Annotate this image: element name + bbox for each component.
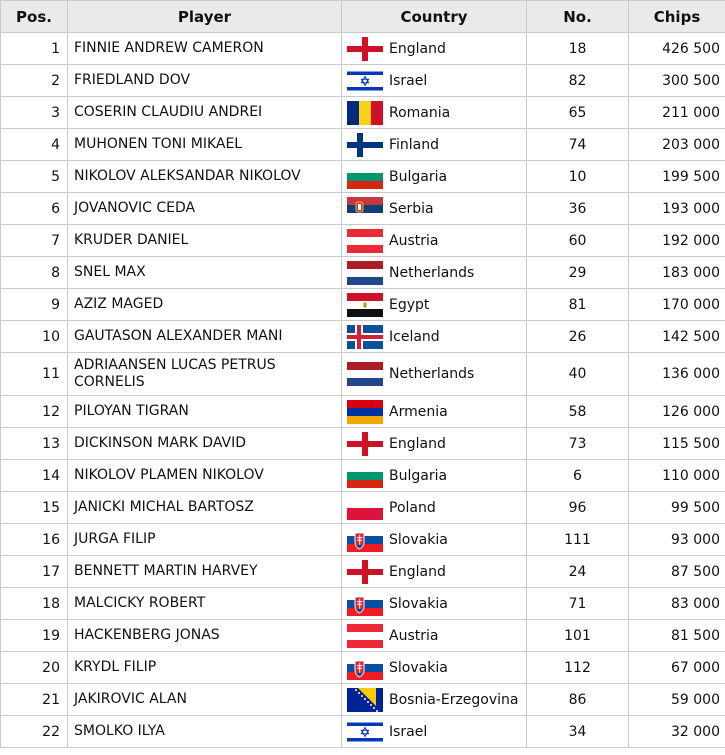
country-cell <box>342 684 527 716</box>
chips-cell: 110 000 <box>629 460 725 492</box>
pos-cell: 17 <box>1 556 68 588</box>
pos-cell: 18 <box>1 588 68 620</box>
pos-cell: 7 <box>1 225 68 257</box>
pos-cell: 3 <box>1 97 68 129</box>
table-row[interactable] <box>1 428 725 460</box>
pos-cell: 13 <box>1 428 68 460</box>
chips-cell: 193 000 <box>629 193 725 225</box>
israel-flag-icon <box>347 720 383 744</box>
header-pos[interactable]: Pos. <box>1 1 68 33</box>
table-row[interactable] <box>1 97 725 129</box>
netherlands-flag-icon <box>347 362 383 386</box>
austria-flag-icon <box>347 229 383 253</box>
seat-number-cell: 82 <box>527 65 629 97</box>
country-name: Bulgaria <box>389 467 448 484</box>
pos-cell: 21 <box>1 684 68 716</box>
country-cell <box>342 289 527 321</box>
table-row[interactable] <box>1 321 725 353</box>
pos-cell: 20 <box>1 652 68 684</box>
country-cell <box>342 353 527 396</box>
player-cell: SNEL MAX <box>68 257 342 289</box>
country-name: Egypt <box>389 296 430 313</box>
header-player[interactable]: Player <box>68 1 342 33</box>
table-row[interactable] <box>1 353 725 396</box>
seat-number-cell: 34 <box>527 716 629 748</box>
seat-number-cell: 101 <box>527 620 629 652</box>
pos-cell: 15 <box>1 492 68 524</box>
chips-cell: 83 000 <box>629 588 725 620</box>
table-row[interactable] <box>1 193 725 225</box>
player-cell: AZIZ MAGED <box>68 289 342 321</box>
pos-cell: 19 <box>1 620 68 652</box>
chips-cell: 170 000 <box>629 289 725 321</box>
player-cell: JURGA FILIP <box>68 524 342 556</box>
player-cell: JAKIROVIC ALAN <box>68 684 342 716</box>
country-name: Netherlands <box>389 264 475 281</box>
country-name: Israel <box>389 72 428 89</box>
country-name: Netherlands <box>389 366 475 382</box>
seat-number-cell: 73 <box>527 428 629 460</box>
table-row[interactable] <box>1 460 725 492</box>
seat-number-cell: 36 <box>527 193 629 225</box>
country-cell <box>342 652 527 684</box>
player-cell: PILOYAN TIGRAN <box>68 396 342 428</box>
chips-cell: 203 000 <box>629 129 725 161</box>
country-cell <box>342 556 527 588</box>
egypt-flag-icon <box>347 293 383 317</box>
header-country[interactable]: Country <box>342 1 527 33</box>
player-cell: MALCICKY ROBERT <box>68 588 342 620</box>
player-cell: FRIEDLAND DOV <box>68 65 342 97</box>
country-cell <box>342 396 527 428</box>
chips-cell: 192 000 <box>629 225 725 257</box>
table-row[interactable] <box>1 492 725 524</box>
table-row[interactable] <box>1 33 725 65</box>
country-name: Iceland <box>389 328 440 345</box>
seat-number-cell: 86 <box>527 684 629 716</box>
seat-number-cell: 24 <box>527 556 629 588</box>
chips-cell: 59 000 <box>629 684 725 716</box>
pos-cell: 1 <box>1 33 68 65</box>
country-cell <box>342 33 527 65</box>
chips-cell: 183 000 <box>629 257 725 289</box>
chips-cell: 32 000 <box>629 716 725 748</box>
chips-cell: 81 500 <box>629 620 725 652</box>
table-row[interactable] <box>1 129 725 161</box>
seat-number-cell: 10 <box>527 161 629 193</box>
country-cell <box>342 716 527 748</box>
country-name: Austria <box>389 627 439 644</box>
country-cell <box>342 428 527 460</box>
country-name: Slovakia <box>389 659 448 676</box>
seat-number-cell: 65 <box>527 97 629 129</box>
country-cell <box>342 492 527 524</box>
pos-cell: 4 <box>1 129 68 161</box>
seat-number-cell: 74 <box>527 129 629 161</box>
serbia-flag-icon <box>347 197 383 221</box>
table-row[interactable] <box>1 257 725 289</box>
romania-flag-icon <box>347 101 383 125</box>
country-name: Finland <box>389 136 440 153</box>
player-cell: KRYDL FILIP <box>68 652 342 684</box>
chips-cell: 211 000 <box>629 97 725 129</box>
country-cell <box>342 588 527 620</box>
player-cell: SMOLKO ILYA <box>68 716 342 748</box>
country-name: England <box>389 563 446 580</box>
player-cell: BENNETT MARTIN HARVEY <box>68 556 342 588</box>
slovakia-flag-icon <box>347 592 383 616</box>
table-row[interactable] <box>1 161 725 193</box>
player-cell: KRUDER DANIEL <box>68 225 342 257</box>
table-row[interactable] <box>1 225 725 257</box>
seat-number-cell: 40 <box>527 353 629 396</box>
bulgaria-flag-icon <box>347 464 383 488</box>
chips-cell: 87 500 <box>629 556 725 588</box>
chips-cell: 99 500 <box>629 492 725 524</box>
finland-flag-icon <box>347 133 383 157</box>
player-cell: JANICKI MICHAL BARTOSZ <box>68 492 342 524</box>
seat-number-cell: 26 <box>527 321 629 353</box>
seat-number-cell: 71 <box>527 588 629 620</box>
austria-flag-icon <box>347 624 383 648</box>
table-row[interactable] <box>1 620 725 652</box>
country-name: Armenia <box>389 403 448 420</box>
seat-number-cell: 96 <box>527 492 629 524</box>
pos-cell: 8 <box>1 257 68 289</box>
table-row[interactable] <box>1 524 725 556</box>
netherlands-flag-icon <box>347 261 383 285</box>
pos-cell: 5 <box>1 161 68 193</box>
player-cell: HACKENBERG JONAS <box>68 620 342 652</box>
pos-cell: 6 <box>1 193 68 225</box>
seat-number-cell: 6 <box>527 460 629 492</box>
table-row[interactable] <box>1 556 725 588</box>
pos-cell: 9 <box>1 289 68 321</box>
pos-cell: 14 <box>1 460 68 492</box>
chips-cell: 115 500 <box>629 428 725 460</box>
seat-number-cell: 112 <box>527 652 629 684</box>
table-row[interactable] <box>1 652 725 684</box>
england-flag-icon <box>347 560 383 584</box>
table-row[interactable] <box>1 588 725 620</box>
player-cell: NIKOLOV PLAMEN NIKOLOV <box>68 460 342 492</box>
seat-number-cell: 111 <box>527 524 629 556</box>
chips-cell: 93 000 <box>629 524 725 556</box>
player-cell: MUHONEN TONI MIKAEL <box>68 129 342 161</box>
country-cell <box>342 65 527 97</box>
chips-cell: 300 500 <box>629 65 725 97</box>
country-cell <box>342 97 527 129</box>
table-row[interactable] <box>1 716 725 748</box>
england-flag-icon <box>347 432 383 456</box>
pos-cell: 16 <box>1 524 68 556</box>
iceland-flag-icon <box>347 325 383 349</box>
chips-cell: 136 000 <box>629 353 725 396</box>
bulgaria-flag-icon <box>347 165 383 189</box>
pos-cell: 11 <box>1 353 68 396</box>
seat-number-cell: 18 <box>527 33 629 65</box>
seat-number-cell: 60 <box>527 225 629 257</box>
country-name: Slovakia <box>389 531 448 548</box>
country-cell <box>342 257 527 289</box>
seat-number-cell: 29 <box>527 257 629 289</box>
poland-flag-icon <box>347 496 383 520</box>
player-cell: ADRIAANSEN LUCAS PETRUS CORNELIS <box>68 353 342 396</box>
country-name: Serbia <box>389 200 434 217</box>
chips-cell: 126 000 <box>629 396 725 428</box>
player-cell: NIKOLOV ALEKSANDAR NIKOLOV <box>68 161 342 193</box>
header-no[interactable]: No. <box>527 1 629 33</box>
slovakia-flag-icon <box>347 656 383 680</box>
seat-number-cell: 58 <box>527 396 629 428</box>
country-name: Slovakia <box>389 595 448 612</box>
player-cell: GAUTASON ALEXANDER MANI <box>68 321 342 353</box>
seat-number-cell: 81 <box>527 289 629 321</box>
country-name: Bulgaria <box>389 168 448 185</box>
table-row[interactable] <box>1 65 725 97</box>
player-cell: DICKINSON MARK DAVID <box>68 428 342 460</box>
player-cell: JOVANOVIC CEDA <box>68 193 342 225</box>
pos-cell: 12 <box>1 396 68 428</box>
player-cell: FINNIE ANDREW CAMERON <box>68 33 342 65</box>
country-name: Romania <box>389 104 451 121</box>
pos-cell: 2 <box>1 65 68 97</box>
pos-cell: 22 <box>1 716 68 748</box>
country-cell <box>342 225 527 257</box>
player-cell: COSERIN CLAUDIU ANDREI <box>68 97 342 129</box>
country-name: England <box>389 40 446 57</box>
england-flag-icon <box>347 37 383 61</box>
table-row[interactable] <box>1 396 725 428</box>
country-name: Poland <box>389 499 436 516</box>
chips-cell: 67 000 <box>629 652 725 684</box>
country-cell <box>342 193 527 225</box>
country-cell <box>342 460 527 492</box>
country-name: Austria <box>389 232 439 249</box>
country-cell <box>342 620 527 652</box>
chips-cell: 199 500 <box>629 161 725 193</box>
chips-cell: 142 500 <box>629 321 725 353</box>
country-cell <box>342 524 527 556</box>
pos-cell: 10 <box>1 321 68 353</box>
chips-cell: 426 500 <box>629 33 725 65</box>
table-row[interactable] <box>1 684 725 716</box>
country-name: England <box>389 435 446 452</box>
header-row <box>1 1 725 33</box>
israel-flag-icon <box>347 69 383 93</box>
armenia-flag-icon <box>347 400 383 424</box>
country-cell <box>342 161 527 193</box>
country-name: Bosnia-Erzegovina <box>389 691 519 708</box>
table-row[interactable] <box>1 289 725 321</box>
country-cell <box>342 129 527 161</box>
country-cell <box>342 321 527 353</box>
country-name: Israel <box>389 723 428 740</box>
slovakia-flag-icon <box>347 528 383 552</box>
header-chips[interactable]: Chips <box>629 1 725 33</box>
bosnia-flag-icon <box>347 688 383 712</box>
